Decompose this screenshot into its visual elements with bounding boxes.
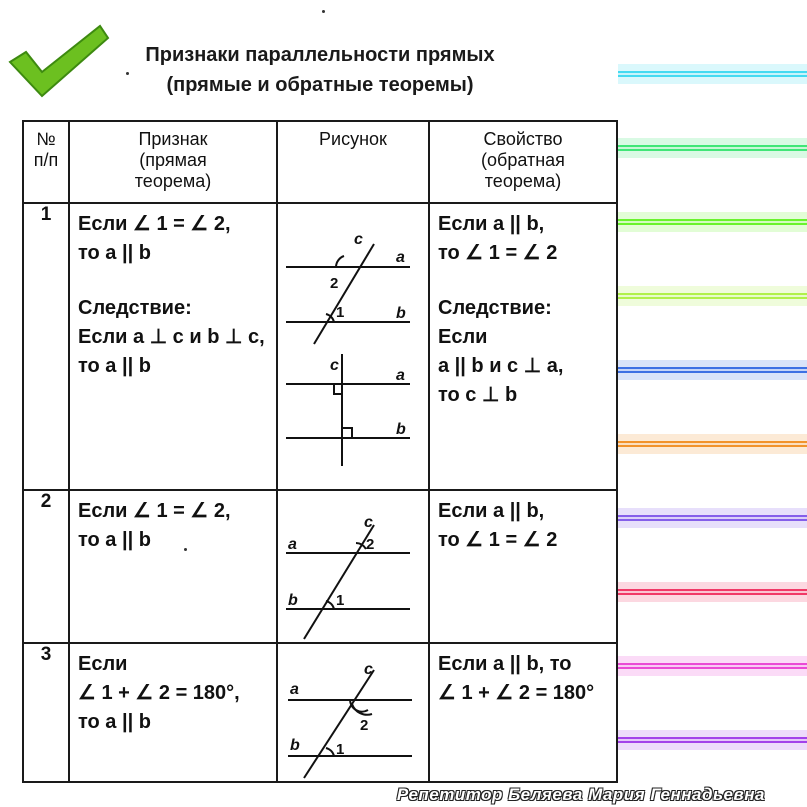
stripe-core xyxy=(618,295,807,297)
svg-text:2: 2 xyxy=(360,717,369,734)
parallel-lines-figure xyxy=(278,644,428,779)
row-property: Если a || b, то ∠ 1 = ∠ 2 Следствие: Если a || b и c ⊥ a, то c ⊥ b xyxy=(429,203,617,490)
title-line-2: (прямые и обратные теоремы) xyxy=(166,74,474,96)
stripe-core xyxy=(618,591,807,593)
header-num: № п/п xyxy=(23,121,69,203)
row-number: 1 xyxy=(23,203,69,490)
row-figure xyxy=(277,490,429,643)
svg-text:a: a xyxy=(288,536,297,553)
svg-text:2: 2 xyxy=(330,275,339,292)
svg-text:b: b xyxy=(288,592,298,609)
table-row xyxy=(23,203,617,490)
svg-text:a: a xyxy=(290,681,299,698)
row-sign: Если ∠ 1 = ∠ 2, то a || b Следствие: Если a ⊥ c и b ⊥ c, то a || b xyxy=(69,203,277,490)
table-header-row xyxy=(23,121,617,203)
svg-text:a: a xyxy=(396,249,405,266)
svg-text:1: 1 xyxy=(336,304,345,321)
svg-text:1: 1 xyxy=(336,592,345,609)
svg-text:c: c xyxy=(364,661,373,678)
stripe-core xyxy=(618,369,807,371)
svg-text:b: b xyxy=(396,305,406,322)
stripe-core xyxy=(618,221,807,223)
stripe-core xyxy=(618,739,807,741)
table-row xyxy=(23,643,617,782)
table-row xyxy=(23,490,617,643)
row-property: Если a || b, то ∠ 1 = ∠ 2 xyxy=(429,490,617,643)
row-sign: Если ∠ 1 = ∠ 2, то a || b xyxy=(69,490,277,643)
stripe-core xyxy=(618,147,807,149)
row-property: Если a || b, то ∠ 1 + ∠ 2 = 180° xyxy=(429,643,617,782)
author-credit: Репетитор Беляева Мария Геннадьевна xyxy=(396,785,765,804)
header-property: Свойство (обратная теорема) xyxy=(429,121,617,203)
row-sign: Если ∠ 1 + ∠ 2 = 180°, то a || b xyxy=(69,643,277,782)
header-sign: Признак (прямая теорема) xyxy=(69,121,277,203)
row-number: 2 xyxy=(23,490,69,643)
page-title xyxy=(110,40,530,100)
svg-text:c: c xyxy=(330,357,339,374)
checkmark-icon xyxy=(6,22,110,98)
svg-text:b: b xyxy=(396,421,406,438)
parallel-lines-figure xyxy=(278,491,428,640)
stray-dot xyxy=(322,10,325,13)
svg-text:c: c xyxy=(354,231,363,248)
stripe-core xyxy=(618,517,807,519)
title-line-1: Признаки параллельности прямых xyxy=(145,44,495,66)
svg-text:1: 1 xyxy=(336,741,345,758)
row-figure xyxy=(277,203,429,490)
svg-text:c: c xyxy=(364,514,373,531)
stray-dot xyxy=(126,72,129,75)
stripe-core xyxy=(618,665,807,667)
svg-text:2: 2 xyxy=(366,536,375,553)
svg-text:a: a xyxy=(396,367,405,384)
parallel-lines-figure xyxy=(278,204,428,487)
stripe-core xyxy=(618,443,807,445)
row-number: 3 xyxy=(23,643,69,782)
svg-text:b: b xyxy=(290,737,300,754)
header-figure: Рисунок xyxy=(277,121,429,203)
row-figure xyxy=(277,643,429,782)
stripe-core xyxy=(618,73,807,75)
decorative-stripes xyxy=(618,0,807,760)
theorems-table xyxy=(22,120,618,783)
